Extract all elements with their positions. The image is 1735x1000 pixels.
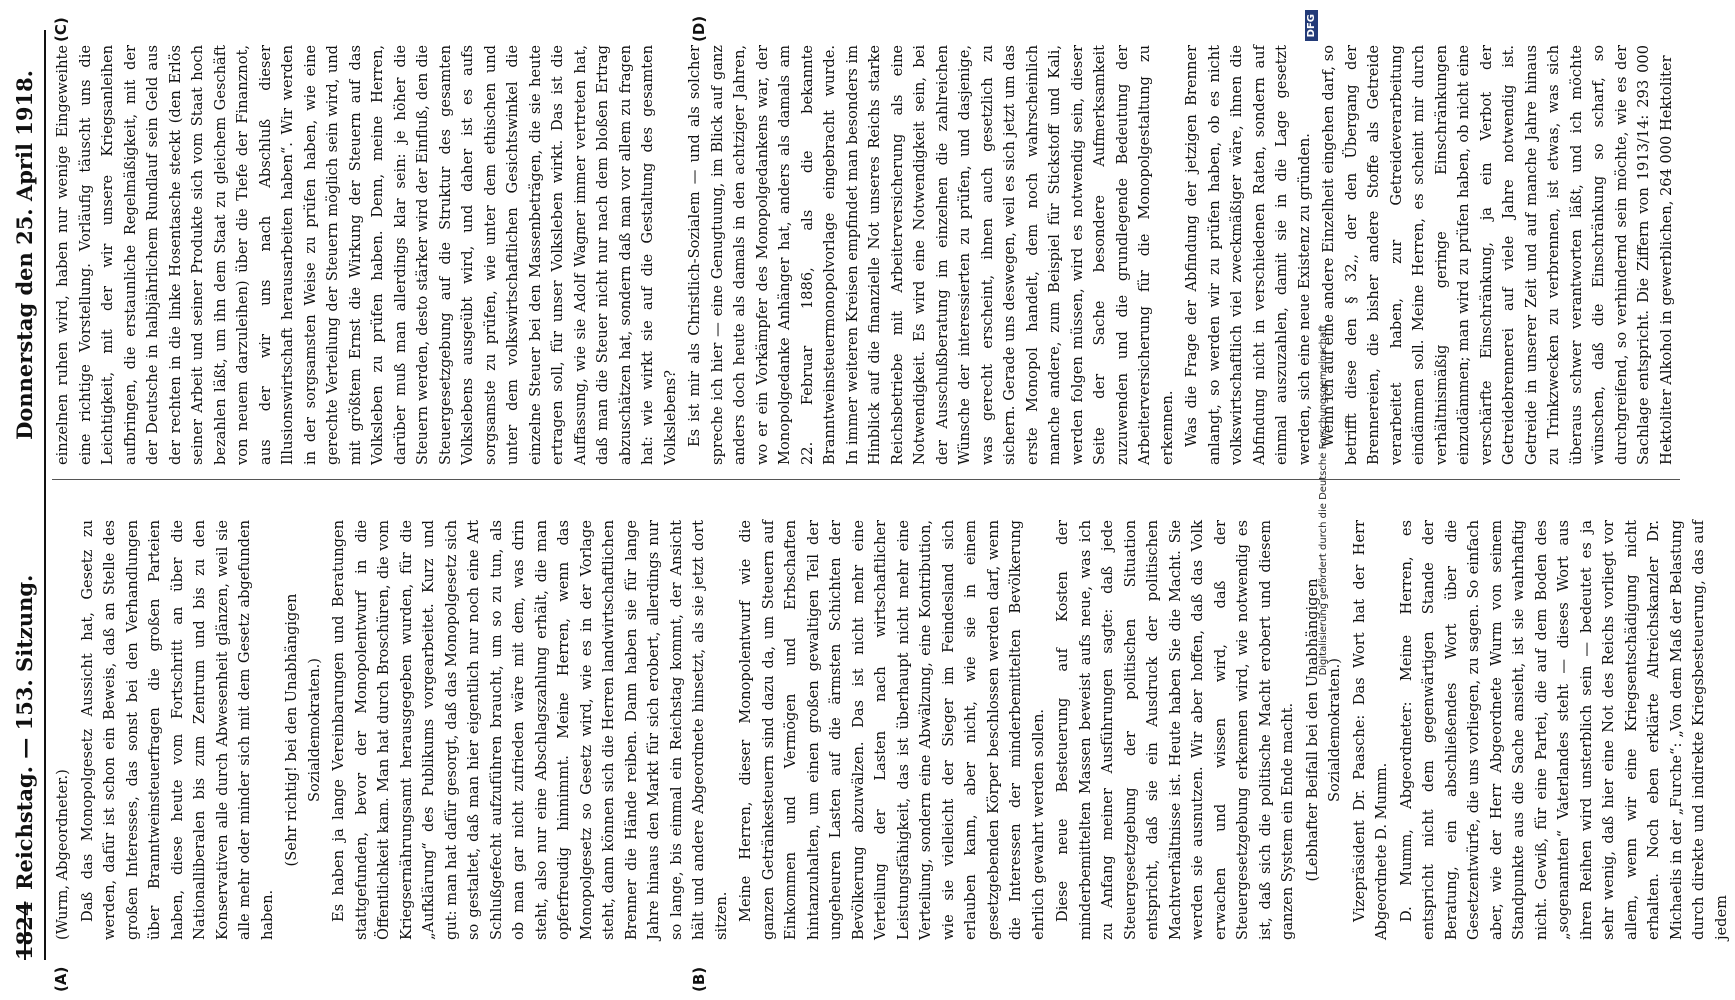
digitization-credit: Digitalisierung gefördert durch die Deutsche Forschungsgemeinschaft [1318, 324, 1329, 676]
applause-note: (Sehr richtig! bei den Unabhängigen Sozialdemokraten.) [283, 593, 323, 867]
paragraph: Diese neue Besteuerung auf Kosten der minderbemittelten Massen beweist aufs neue, was ich zu Anfang meiner Ausführungen sagte: daß jede Steuergesetzgebung der politischen Situation entspricht, daß sie ein Ausdruck der politischen Machtverhältnisse ist. Heute haben Sie die Macht. Sie werden sie ausnutzen. Wir aber hoffen, daß das Volk erwachen und wissen wird, daß der Steuergesetzgebung erkennen wird, wie notwendig es ist, daß sich die politische Macht erobert und diesem ganzen System ein Ende macht. [1054, 520, 1296, 940]
left-text-column [52, 520, 1735, 940]
paragraph: Es ist mir als Christlich-Sozialem — und als solcher spreche ich hier — eine Genugtuung, im Blick auf ganz anders doch heute als damals in den achtziger Jahren, wo er ein Vorkämpfer des Monopolgedankens war, der Monopolgedanke Anhänger hat, anders als damals am 22. Februar 1886, als die bekannte Branntweinsteuermonopolvorlage eingebracht wurde. In immer weiteren Kreisen empfindet man besonders im Hinblick auf die finanzielle Not unseres Reichs starke Reichsbetriebe mit Arbeiterversicherung als eine Notwendigkeit. Es wird eine Notwendigkeit sein, bei der Ausschußberatung im einzelnen die zahlreichen Wünsche der interessierten zu prüfen, und dasjenige, was gerecht erscheint, ihnen auch gesetzlich zu sichern. Gerade uns deswegen, weil es sich jetzt um das erste Monopol handelt, dem noch wahrscheinlich manche andere, zum Beispiel für Stickstoff und Kali, werden folgen müssen, wird es notwendig sein, dieser Seite der Sache besondere Aufmerksamkeit zuzuwenden und die grundlegende Bedeutung der Arbeiterversicherung für die Monopolgestaltung zu erkennen. [686, 45, 1176, 465]
dfg-logo: DFG [1305, 10, 1318, 41]
paragraph: Was die Frage der Abfindung der jetzigen Brenner anlangt, so werden wir zu prüfen haben, ob es nicht volkswirtschaftlich viel zweckmäßiger wäre, ihnen die Abfindung nicht in verschiedenen Raten, sondern auf einmal auszuzahlen, damit sie in die Lage gesetzt werden, sich eine neue Existenz zu gründen. [1183, 45, 1313, 465]
right-text-column [52, 45, 1680, 480]
paragraph: D. Mumm, Abgeordneter: Meine Herren, es entspricht nicht dem gegenwärtigen Stande der Beratung, ein abschließendes Wort über die Gesetzentwürfe, die uns vorliegen, zu sagen. So einfach aber, wie der Herr Abgeordnete Wurm von seinem Standpunkte aus die Sache ansieht, ist sie wahrhaftig nicht. Gewiß, für eine Partei, die auf dem Boden des „sogenannten“ Vaterlandes steht — dieses Wort aus ihren Reihen wird unsterblich sein — bedeutet es ja sehr wenig, daß hier eine Not des Reichs vorliegt vor allem, wenn wir eine Kriegsentschädigung nicht erhalten. Noch eben erklärte Altreichskanzler Dr. Michaelis in der „Furche“: „Von dem Maß der Belastung durch direkte und indirekte Kriegsbesteuerung, das auf jedem [1397, 520, 1730, 940]
margin-marker-b: (B) [690, 966, 708, 992]
paragraph: Wenn ich auf eine andere Einzelheit eingehen darf, so betrifft diese den § 32,, der den Übergang der Brennereien, die bisher andere Stoffe als Getreide verarbeitet haben, zur Getreideverarbeitung eindämmen soll. Meine Herren, es scheint mir durch verhältnismäßig geringe Einschränkungen einzudämmen; man wird zu prüfen haben, ob nicht eine verschärfte Einschränkung, ja ein Verbot der Getreidebrennerei auf viele Jahre notwendig ist. Getreide in unserer Zeit und auf manche Jahre hinaus zu Trinkzwecken zu verbrennen, ist etwas, was sich überaus schwer verantworten läßt, und ich möchte wünschen, daß die Einschränkung so scharf, so durchgreifend, so verhindernd sein möchte, wie es der Sachlage entspricht. Die Ziffern von 1913/14: 293 000 Hektoliter Alkohol in gewerblichen, 264 000 Hektoliter [1320, 45, 1675, 465]
page-header [8, 30, 46, 960]
speaker-note: (Wurm, Abgeordneter.) [54, 769, 71, 940]
applause-note: (Lebhafter Beifall bei den Unabhängigen Sozialdemokraten.) [1303, 578, 1343, 882]
paragraph: Es haben ja lange Vereinbarungen und Beratungen stattgefunden, bevor der Monopolentwurf in die Öffentlichkeit kam. Man hat durch Broschüren, die vom Kriegsernährungsamt herausgegeben wurden, für die „Aufklärung“ des Publikums vorgearbeitet. Kurz und gut: man hat dafür gesorgt, daß das Monopolgesetz sich so gestaltet, daß man hier eigentlich nur noch eine Art Schlußgefecht aufzuführen braucht, um so zu tun, als ob man gar nicht zufrieden wäre mit dem, was drin steht, also nur eine Abschlagszahlung erhält, die man opferfreudig hinnimmt. Meine Herren, wenn das Monopolgesetz so Gesetz wird, wie es in der Vorlage steht, dann können sich die Herren landwirtschaftlichen Brenner die Hände reiben. Dann haben sie für lange Jahre hinaus den Markt für sich erobert, allerdings nur so lange, bis einmal ein Reichstag kommt, der Ansicht hält und andere Abgeordnete hinsetzt, als sie jetzt dort sitzen. [330, 520, 730, 940]
paragraph: Daß das Monopolgesetz Aussicht hat, Gesetz zu werden, dafür ist schon ein Beweis, daß an Stelle des großen Interesses, das sonst bei den Verhandlungen über Branntweinsteuerfragen die großen Parteien haben, diese heute vom Fortschritt an über die Nationalliberalen bis zum Zentrum und bis zu den Konservativen alle durch Abwesenheit glänzen, weil sie alle mehr oder minder sich mit dem Gesetz abgefunden haben. [78, 520, 276, 940]
margin-marker-d: (D) [690, 15, 708, 42]
header-right-date: Donnerstag den 25. April 1918. [12, 70, 37, 440]
page-number: 1824 [12, 901, 37, 960]
paragraph: Meine Herren, dieser Monopolentwurf wie die ganzen Getränkesteuern sind dazu da, um Steuern auf Einkommen und Vermögen und Erbschaften hintanzuhalten, um einen großen gewaltigen Teil der ungeheuren Lasten auf die ärmsten Schichten der Bevölkerung abzuwälzen. Das ist nicht mehr eine Verteilung der Lasten nach wirtschaftlicher Leistungsfähigkeit, das ist überhaupt nicht mehr eine Verteilung, sondern eine Abwälzung, eine Kontribution, wie sie vielleicht der Sieger im Feindesland sich erlauben kann, aber nicht, wie sie in einem gesetzgebenden Körper beschlossen werden darf, wenn die Interessen der minderbemittelten Bevölkerung ehrlich gewahrt werden sollen. [737, 520, 1047, 940]
header-left-title: Reichstag. — 153. Sitzung. [12, 574, 37, 890]
chair-announcement: Vizepräsident Dr. Paasche: Das Wort hat der Herr Abgeordnete D. Mumm. [1350, 520, 1390, 940]
margin-marker-c: (C) [52, 17, 70, 42]
paragraph: einzelnen ruhen wird, haben nur wenige Eingeweihte eine richtige Vorstellung. Vorläufig täuscht uns die Leichtigkeit, mit der wir unsere Kriegsanleihen aufbringen, die erstaunliche Regelmäßigkeit, mit der der Deutsche in halbjährlichem Rundlauf sein Geld aus der rechten in die linke Hosentasche steckt (den Erlös seiner Arbeit und seiner Produkte sich vom Staat hoch bezahlen läßt, um ihn dem Staat zu gleichem Geschäft von neuem darzuleihen) über die Tiefe der Finanznot, aus der wir uns nach Abschluß dieser Illusionswirtschaft herausarbeiten haben“. Wir werden in der sorgsamsten Weise zu prüfen haben, wie eine gerechte Verteilung der Steuern möglich sein wird, und mit größtem Ernst die Wirkung der Steuern auf das Volksleben zu prüfen haben. Denn, meine Herren, darüber muß man allerdings klar sein: je höher die Steuern werden, desto stärker wird der Einfluß, den die Steuergesetzgebung auf die Struktur des gesamten Volkslebens ausgeübt wird, und daher ist es aufs sorgsamste zu prüfen, wie unter dem ethischen und unter dem volkswirtschaftlichen Gesichtswinkel die einzelne Steuer bei den Massenbeträgen, die sie heute ertragen soll, für unser Volksleben wirkt. Das ist die Auffassung, wie sie Adolf Wagner immer vertreten hat, daß man die Steuer nicht nur nach dem bloßen Ertrag abzuschätzen hat, sondern daß man vor allem zu fragen hat: wie wirkt sie auf die Gestaltung des gesamten Volkslebens? [54, 45, 679, 465]
margin-marker-a: (A) [52, 966, 70, 992]
